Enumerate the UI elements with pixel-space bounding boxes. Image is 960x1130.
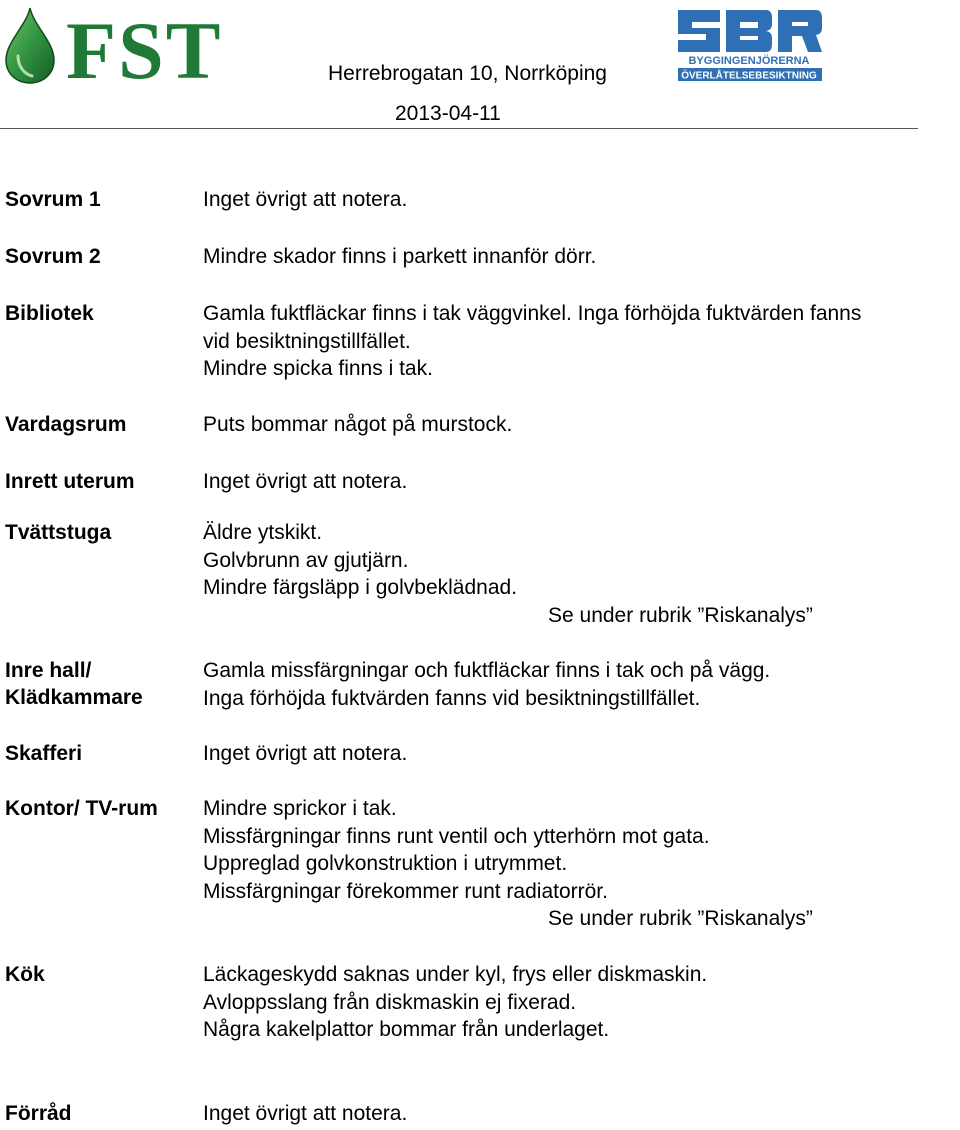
room-name: Sovrum 1 (5, 188, 101, 211)
room-name (5, 657, 143, 711)
room-note: Läckageskydd saknas under kyl, frys eller diskmaskin. (203, 963, 708, 986)
room-note: Inga förhöjda fuktvärden fanns vid besiktningstillfället. (203, 686, 701, 710)
room-notes (203, 186, 960, 214)
room-notes (203, 243, 960, 271)
room-note: Gamla missfärgningar och fuktfläckar finns i tak och på vägg. (203, 659, 771, 682)
room-note: Äldre ytskikt. (203, 521, 323, 544)
room-note: Missfärgningar finns runt ventil och ytterhörn mot gata. (203, 824, 710, 848)
property-address: Herrebrogatan 10, Norrköping (328, 62, 607, 85)
room-name: Bibliotek (5, 302, 94, 325)
inspection-date: 2013-04-11 (395, 102, 501, 125)
room-notes (203, 657, 960, 712)
riskanalys-reference: Se under rubrik ”Riskanalys” (548, 907, 813, 930)
room-name: Sovrum 2 (5, 245, 101, 268)
room-notes (203, 468, 960, 496)
room-note: Mindre skador finns i parkett innanför dörr. (203, 245, 597, 268)
room-name-line1: Inre hall/ (5, 659, 92, 682)
fst-logo-text: FST (66, 6, 223, 84)
room-note: Missfärgningar förekommer runt radiatorrör. (203, 879, 608, 903)
room-note: Inget övrigt att notera. (203, 1102, 408, 1125)
room-note: Puts bommar något på murstock. (203, 413, 513, 436)
room-name: Förråd (5, 1102, 72, 1125)
room-notes (203, 411, 960, 439)
room-notes (203, 740, 960, 768)
room-name: Kontor/ TV-rum (5, 797, 158, 820)
room-notes (203, 300, 960, 383)
room-note: Mindre sprickor i tak. (203, 797, 397, 820)
room-note: Några kakelplattor bommar från underlaget. (203, 1018, 610, 1041)
room-name: Vardagsrum (5, 413, 127, 436)
sbr-logo-line1: BYGGINGENJÖRERNA (688, 55, 810, 67)
room-name: Inrett uterum (5, 470, 135, 493)
room-notes (203, 795, 960, 933)
room-note: vid besiktningstillfället. (203, 329, 411, 353)
room-name-line2: Klädkammare (5, 686, 143, 709)
room-notes (203, 961, 960, 1044)
room-note: Inget övrigt att notera. (203, 742, 408, 765)
room-name: Kök (5, 963, 45, 986)
room-note: Uppreglad golvkonstruktion i utrymmet. (203, 852, 568, 875)
room-note: Gamla fuktfläckar finns i tak väggvinkel. Inga förhöjda fuktvärden fanns (203, 302, 862, 325)
room-note: Inget övrigt att notera. (203, 188, 408, 211)
room-name: Skafferi (5, 742, 83, 765)
room-note: Inget övrigt att notera. (203, 470, 408, 493)
room-notes (203, 1100, 960, 1128)
room-note: Avloppsslang från diskmaskin ej fixerad. (203, 990, 577, 1014)
room-notes (203, 519, 960, 629)
room-name: Tvättstuga (5, 521, 112, 544)
room-note: Golvbrunn av gjutjärn. (203, 548, 409, 572)
riskanalys-reference: Se under rubrik ”Riskanalys” (548, 603, 813, 627)
sbr-logo-line2: ÖVERLÅTELSEBESIKTNING (681, 70, 817, 82)
room-note: Mindre färgsläpp i golvbeklädnad. (203, 576, 518, 599)
room-note: Mindre spicka finns i tak. (203, 357, 433, 380)
